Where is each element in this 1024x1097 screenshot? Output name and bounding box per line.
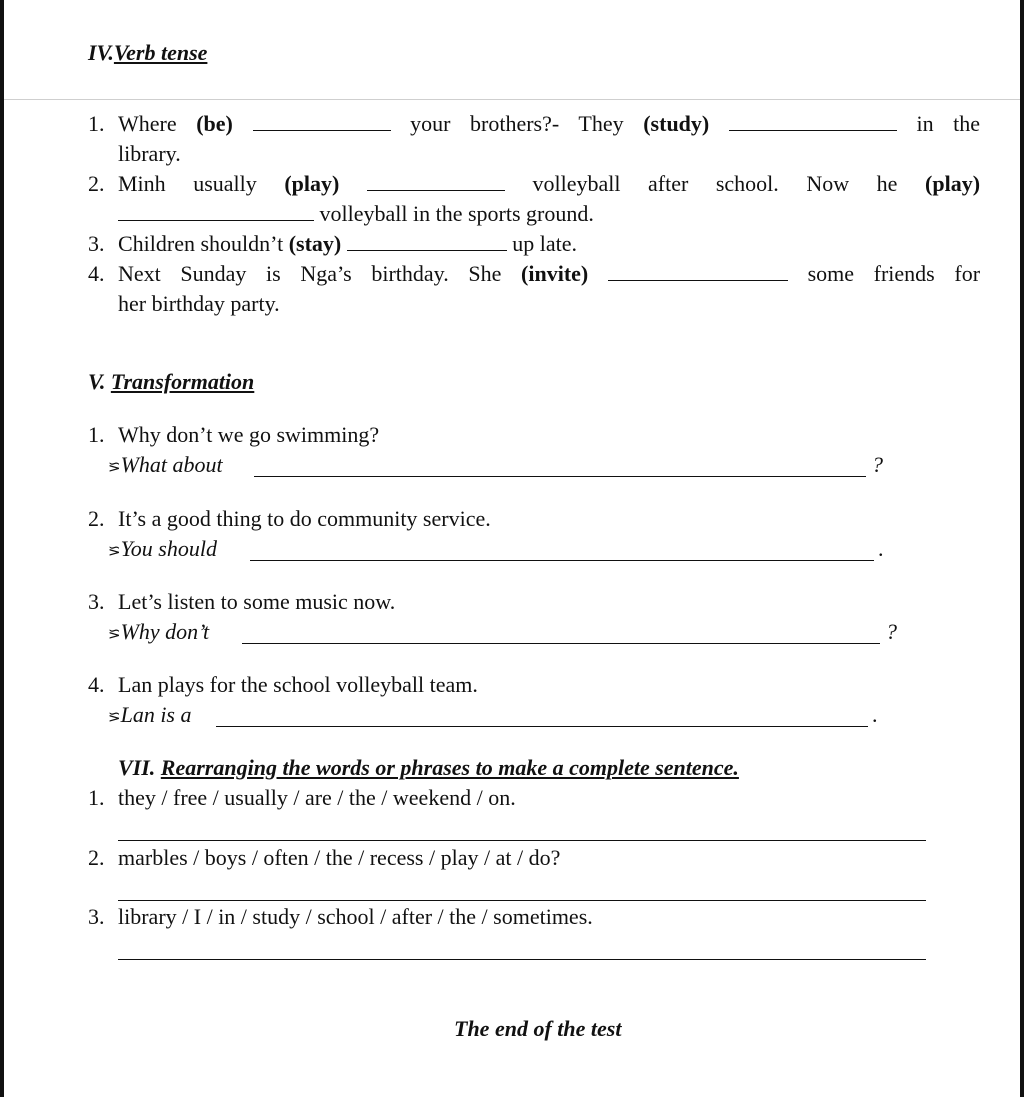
page-break-line bbox=[4, 99, 1020, 100]
verb-item-1-continuation: library. bbox=[118, 141, 181, 166]
item-number: 3. bbox=[88, 589, 105, 614]
answer-blank[interactable] bbox=[347, 232, 507, 251]
page-border-left bbox=[0, 0, 4, 1097]
transform-answer-4: ⪞Lan is a bbox=[108, 702, 192, 727]
section-7-title: Rearranging the words or phrases to make a complete sentence. bbox=[160, 755, 739, 780]
rearrange-words-1: they / free / usually / are / the / weekend / on. bbox=[118, 785, 516, 810]
arrow-icon: ⪞ bbox=[108, 625, 121, 643]
answer-end-mark: . bbox=[878, 536, 884, 561]
answer-end-mark: ? bbox=[886, 619, 897, 644]
section-4-heading bbox=[88, 40, 207, 66]
answer-line[interactable] bbox=[216, 726, 868, 727]
answer-end-mark: . bbox=[872, 702, 878, 727]
rearrange-words-2: marbles / boys / often / the / recess / play / at / do? bbox=[118, 845, 561, 870]
item-number: 1. bbox=[88, 111, 105, 136]
transform-sentence-2: It’s a good thing to do community service. bbox=[118, 506, 491, 531]
answer-blank[interactable] bbox=[118, 202, 314, 221]
item-number: 3. bbox=[88, 904, 105, 929]
answer-line[interactable] bbox=[242, 643, 880, 644]
rearrange-words-3: library / I / in / study / school / after / the / sometimes. bbox=[118, 904, 593, 929]
item-number: 1. bbox=[88, 785, 105, 810]
section-5-heading bbox=[88, 369, 254, 395]
transform-sentence-3: Let’s listen to some music now. bbox=[118, 589, 396, 614]
section-7-prefix: VII. bbox=[118, 755, 156, 780]
section-4-title: Verb tense bbox=[113, 40, 208, 65]
arrow-icon: ⪞ bbox=[108, 542, 121, 560]
transform-answer-2: ⪞You should bbox=[108, 536, 217, 561]
section-5-title: Transformation bbox=[110, 369, 255, 394]
transform-answer-3: ⪞Why don’t bbox=[108, 619, 210, 644]
answer-line[interactable] bbox=[118, 900, 926, 901]
transform-sentence-4: Lan plays for the school volleyball team. bbox=[118, 672, 478, 697]
end-of-test: The end of the test bbox=[454, 1016, 622, 1041]
section-4-prefix: IV. bbox=[88, 40, 114, 65]
answer-line[interactable] bbox=[254, 476, 866, 477]
item-number: 4. bbox=[88, 672, 105, 697]
arrow-icon: ⪞ bbox=[108, 458, 121, 476]
arrow-icon: ⪞ bbox=[108, 708, 121, 726]
item-number: 4. bbox=[88, 261, 105, 286]
page-border-right bbox=[1020, 0, 1024, 1097]
answer-line[interactable] bbox=[118, 840, 926, 841]
answer-blank[interactable] bbox=[367, 172, 505, 191]
verb-item-2-continuation: volleyball in the sports ground. bbox=[118, 201, 594, 227]
answer-blank[interactable] bbox=[608, 262, 788, 281]
section-5-prefix: V. bbox=[88, 369, 106, 394]
item-number: 2. bbox=[88, 171, 105, 196]
answer-line[interactable] bbox=[250, 560, 874, 561]
item-number: 2. bbox=[88, 845, 105, 870]
answer-blank[interactable] bbox=[253, 112, 391, 131]
transform-sentence-1: Why don’t we go swimming? bbox=[118, 422, 380, 447]
transform-answer-1: ⪞What about bbox=[108, 452, 223, 477]
item-number: 2. bbox=[88, 506, 105, 531]
answer-end-mark: ? bbox=[872, 452, 883, 477]
verb-item-2: Minh usually (play) volleyball after school. Now he (play) bbox=[118, 171, 981, 196]
section-7-heading bbox=[118, 755, 739, 781]
verb-item-4: Next Sunday is Nga’s birthday. She (invite) some friends for bbox=[118, 261, 981, 286]
verb-item-1: Where (be) your brothers?- They (study) in the bbox=[118, 111, 981, 136]
verb-item-3: Children shouldn’t (stay) up late. bbox=[118, 231, 578, 256]
item-number: 3. bbox=[88, 231, 105, 256]
verb-item-4-continuation: her birthday party. bbox=[118, 291, 280, 316]
answer-blank[interactable] bbox=[729, 112, 897, 131]
answer-line[interactable] bbox=[118, 959, 926, 960]
item-number: 1. bbox=[88, 422, 105, 447]
